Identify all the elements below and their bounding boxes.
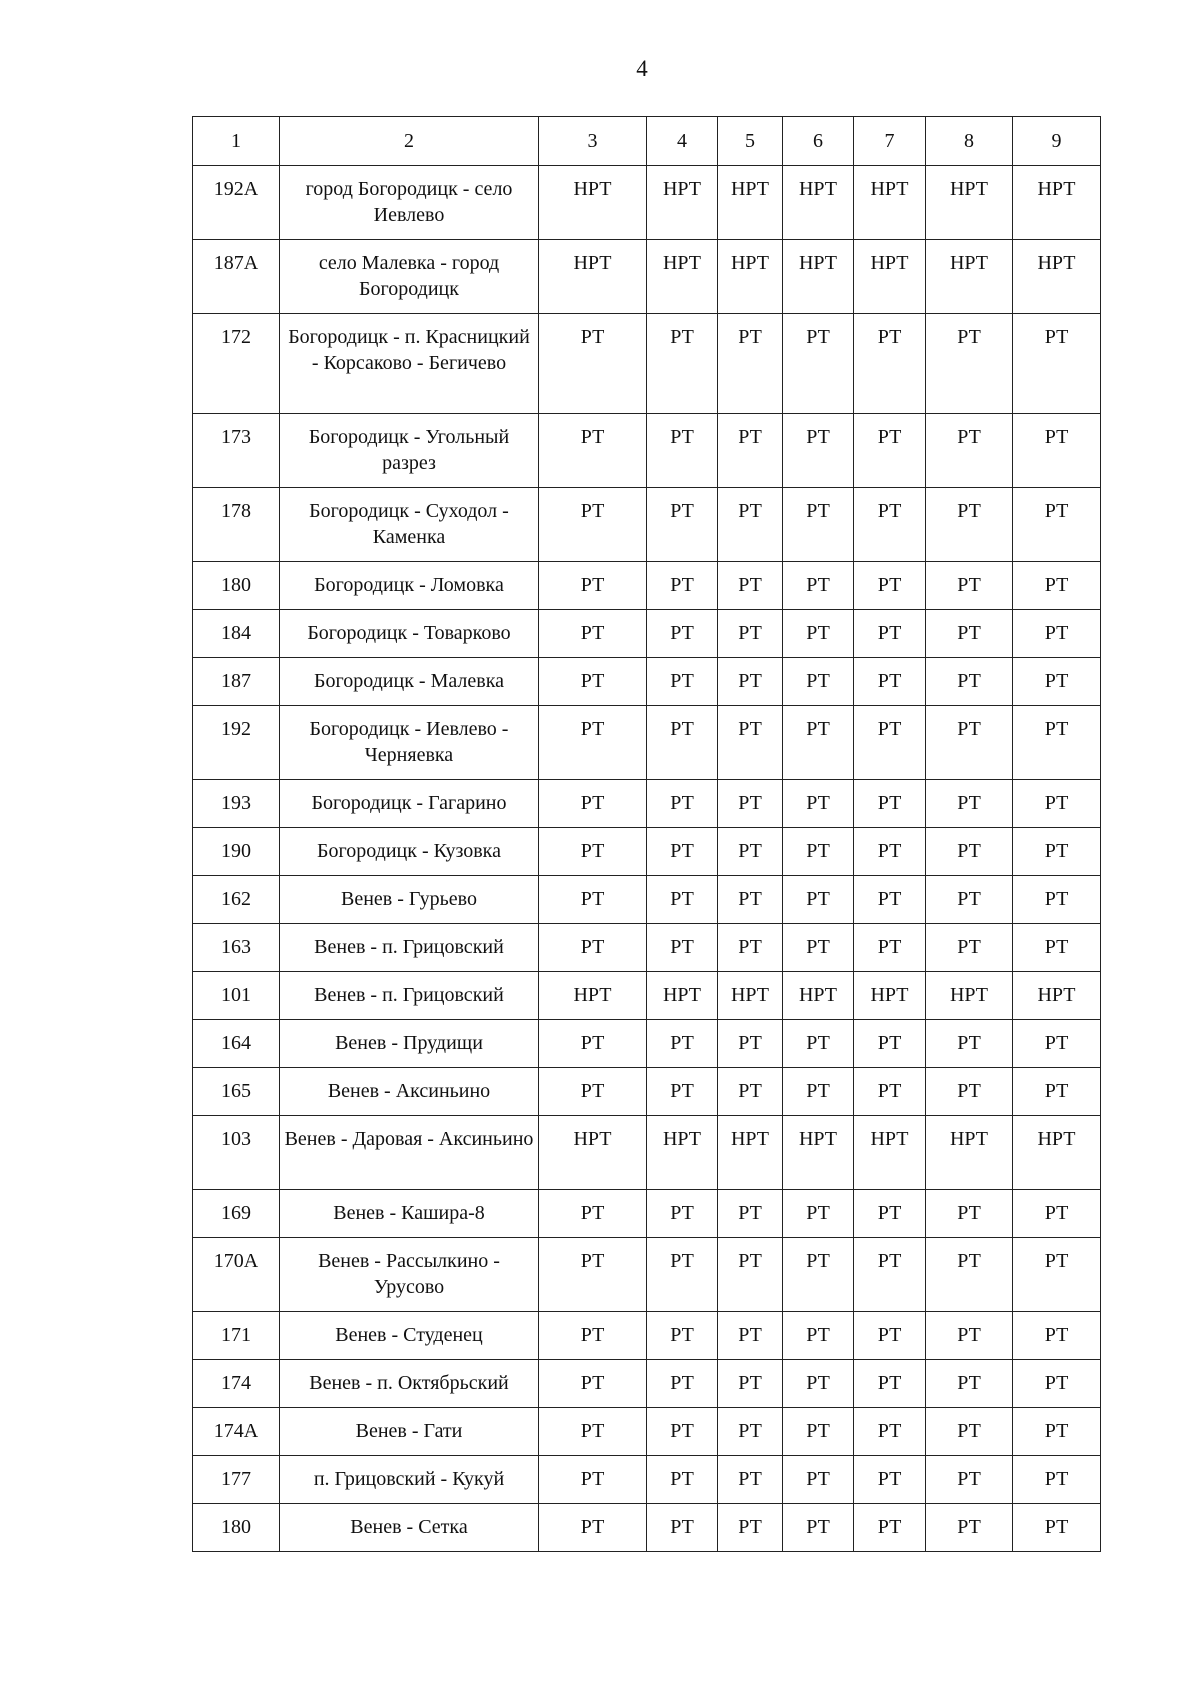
route-name-cell: Богородицк - Товарково <box>280 610 539 658</box>
tariff-cell: РТ <box>539 488 647 562</box>
tariff-cell: РТ <box>783 1068 854 1116</box>
tariff-cell: НРТ <box>539 972 647 1020</box>
route-number-cell: 184 <box>193 610 280 658</box>
tariff-cell: РТ <box>718 562 783 610</box>
tariff-cell: РТ <box>539 414 647 488</box>
route-number-cell: 171 <box>193 1312 280 1360</box>
route-number-cell: 172 <box>193 314 280 414</box>
tariff-cell: РТ <box>1013 1020 1101 1068</box>
tariff-cell: РТ <box>1013 610 1101 658</box>
tariff-cell: РТ <box>718 1020 783 1068</box>
tariff-cell: РТ <box>783 314 854 414</box>
tariff-cell: РТ <box>718 1190 783 1238</box>
tariff-cell: РТ <box>539 1408 647 1456</box>
route-number-cell: 165 <box>193 1068 280 1116</box>
tariff-cell: НРТ <box>783 972 854 1020</box>
tariff-cell: РТ <box>926 828 1013 876</box>
tariff-cell: РТ <box>1013 1312 1101 1360</box>
tariff-cell: РТ <box>539 706 647 780</box>
column-header: 9 <box>1013 117 1101 166</box>
tariff-cell: РТ <box>783 1504 854 1552</box>
tariff-cell: РТ <box>647 488 718 562</box>
tariff-cell: НРТ <box>854 972 926 1020</box>
route-name-cell: Венев - Рассылкино - Урусово <box>280 1238 539 1312</box>
route-number-cell: 163 <box>193 924 280 972</box>
table-body <box>193 117 1101 1552</box>
tariff-cell: РТ <box>926 314 1013 414</box>
tariff-cell: РТ <box>1013 1238 1101 1312</box>
tariff-cell: РТ <box>647 1238 718 1312</box>
route-name-cell: Богородицк - Ломовка <box>280 562 539 610</box>
tariff-cell: РТ <box>1013 1408 1101 1456</box>
tariff-cell: НРТ <box>926 240 1013 314</box>
tariff-cell: РТ <box>718 610 783 658</box>
table-row <box>193 1360 1101 1408</box>
table-row <box>193 1456 1101 1504</box>
tariff-cell: РТ <box>718 1312 783 1360</box>
tariff-cell: РТ <box>1013 1068 1101 1116</box>
tariff-cell: РТ <box>718 706 783 780</box>
tariff-cell: РТ <box>647 1360 718 1408</box>
tariff-cell: РТ <box>718 488 783 562</box>
table-row <box>193 924 1101 972</box>
table-row <box>193 1116 1101 1190</box>
tariff-cell: НРТ <box>1013 1116 1101 1190</box>
route-name-cell: Венев - п. Грицовский <box>280 972 539 1020</box>
route-name-cell: Венев - Прудищи <box>280 1020 539 1068</box>
tariff-cell: РТ <box>783 1238 854 1312</box>
tariff-cell: РТ <box>647 658 718 706</box>
tariff-cell: РТ <box>647 706 718 780</box>
column-header: 4 <box>647 117 718 166</box>
route-number-cell: 174 <box>193 1360 280 1408</box>
tariff-cell: РТ <box>718 924 783 972</box>
tariff-cell: РТ <box>539 1504 647 1552</box>
tariff-cell: РТ <box>783 876 854 924</box>
tariff-cell: РТ <box>854 1504 926 1552</box>
tariff-cell: РТ <box>718 1238 783 1312</box>
tariff-cell: РТ <box>926 924 1013 972</box>
route-number-cell: 162 <box>193 876 280 924</box>
route-number-cell: 180 <box>193 562 280 610</box>
tariff-cell: РТ <box>647 780 718 828</box>
tariff-cell: НРТ <box>926 1116 1013 1190</box>
table-row <box>193 706 1101 780</box>
table-row <box>193 1238 1101 1312</box>
route-name-cell: Венев - Сетка <box>280 1504 539 1552</box>
tariff-cell: РТ <box>926 1456 1013 1504</box>
tariff-cell: РТ <box>854 924 926 972</box>
tariff-cell: РТ <box>647 828 718 876</box>
table-row <box>193 414 1101 488</box>
tariff-cell: РТ <box>926 1190 1013 1238</box>
route-number-cell: 190 <box>193 828 280 876</box>
route-name-cell: село Малевка - город Богородицк <box>280 240 539 314</box>
route-number-cell: 178 <box>193 488 280 562</box>
tariff-cell: РТ <box>647 562 718 610</box>
header-row <box>193 117 1101 166</box>
tariff-cell: РТ <box>539 1238 647 1312</box>
tariff-cell: РТ <box>718 876 783 924</box>
tariff-cell: РТ <box>783 780 854 828</box>
route-name-cell: Венев - п. Октябрьский <box>280 1360 539 1408</box>
table-row <box>193 562 1101 610</box>
route-number-cell: 187 <box>193 658 280 706</box>
tariff-cell: РТ <box>926 780 1013 828</box>
tariff-cell: РТ <box>647 1020 718 1068</box>
route-number-cell: 170А <box>193 1238 280 1312</box>
table-row <box>193 780 1101 828</box>
tariff-cell: РТ <box>718 780 783 828</box>
tariff-cell: РТ <box>783 610 854 658</box>
tariff-cell: РТ <box>854 706 926 780</box>
tariff-cell: РТ <box>539 1068 647 1116</box>
column-header: 5 <box>718 117 783 166</box>
column-header: 3 <box>539 117 647 166</box>
tariff-cell: РТ <box>539 1312 647 1360</box>
tariff-cell: РТ <box>783 1312 854 1360</box>
route-name-cell: Богородицк - Иевлево - Черняевка <box>280 706 539 780</box>
tariff-cell: НРТ <box>647 240 718 314</box>
tariff-cell: НРТ <box>1013 166 1101 240</box>
tariff-cell: РТ <box>539 1360 647 1408</box>
tariff-cell: НРТ <box>1013 972 1101 1020</box>
tariff-cell: РТ <box>926 1408 1013 1456</box>
tariff-cell: НРТ <box>539 240 647 314</box>
tariff-cell: РТ <box>1013 1456 1101 1504</box>
tariff-cell: РТ <box>1013 1504 1101 1552</box>
tariff-cell: РТ <box>854 1312 926 1360</box>
tariff-cell: РТ <box>718 1408 783 1456</box>
tariff-cell: РТ <box>539 1456 647 1504</box>
tariff-cell: РТ <box>1013 828 1101 876</box>
tariff-cell: РТ <box>1013 780 1101 828</box>
tariff-cell: РТ <box>539 780 647 828</box>
tariff-cell: РТ <box>539 610 647 658</box>
tariff-cell: РТ <box>854 876 926 924</box>
table-row <box>193 488 1101 562</box>
tariff-cell: РТ <box>539 562 647 610</box>
column-header: 1 <box>193 117 280 166</box>
route-number-cell: 169 <box>193 1190 280 1238</box>
tariff-cell: РТ <box>854 1068 926 1116</box>
column-header: 8 <box>926 117 1013 166</box>
tariff-cell: НРТ <box>647 166 718 240</box>
tariff-cell: РТ <box>1013 658 1101 706</box>
route-name-cell: Венев - Кашира-8 <box>280 1190 539 1238</box>
tariff-cell: РТ <box>854 658 926 706</box>
tariff-cell: РТ <box>926 1360 1013 1408</box>
tariff-cell: РТ <box>1013 562 1101 610</box>
tariff-cell: РТ <box>854 414 926 488</box>
tariff-cell: НРТ <box>926 166 1013 240</box>
tariff-cell: РТ <box>539 924 647 972</box>
tariff-cell: РТ <box>783 1190 854 1238</box>
tariff-cell: РТ <box>718 828 783 876</box>
table-row <box>193 1312 1101 1360</box>
tariff-cell: РТ <box>718 1504 783 1552</box>
tariff-cell: НРТ <box>718 972 783 1020</box>
tariff-cell: РТ <box>926 706 1013 780</box>
tariff-cell: РТ <box>783 658 854 706</box>
tariff-cell: НРТ <box>647 1116 718 1190</box>
table-row <box>193 972 1101 1020</box>
tariff-cell: РТ <box>926 488 1013 562</box>
table-row <box>193 1408 1101 1456</box>
tariff-cell: РТ <box>854 1020 926 1068</box>
table-row <box>193 314 1101 414</box>
table-row <box>193 240 1101 314</box>
tariff-cell: РТ <box>718 1456 783 1504</box>
tariff-cell: РТ <box>783 828 854 876</box>
tariff-cell: РТ <box>1013 706 1101 780</box>
tariff-cell: РТ <box>926 1238 1013 1312</box>
tariff-cell: РТ <box>854 1408 926 1456</box>
routes-table <box>192 116 1101 1552</box>
tariff-cell: РТ <box>854 488 926 562</box>
tariff-cell: НРТ <box>718 166 783 240</box>
tariff-cell: РТ <box>539 314 647 414</box>
route-number-cell: 192А <box>193 166 280 240</box>
column-header: 2 <box>280 117 539 166</box>
tariff-cell: РТ <box>854 610 926 658</box>
route-name-cell: город Богородицк - село Иевлево <box>280 166 539 240</box>
tariff-cell: РТ <box>926 1504 1013 1552</box>
route-number-cell: 103 <box>193 1116 280 1190</box>
route-number-cell: 187А <box>193 240 280 314</box>
tariff-cell: НРТ <box>783 1116 854 1190</box>
tariff-cell: РТ <box>783 706 854 780</box>
tariff-cell: РТ <box>926 1020 1013 1068</box>
tariff-cell: НРТ <box>854 166 926 240</box>
tariff-cell: РТ <box>718 314 783 414</box>
tariff-cell: НРТ <box>783 240 854 314</box>
tariff-cell: РТ <box>926 562 1013 610</box>
tariff-cell: РТ <box>539 1020 647 1068</box>
tariff-cell: НРТ <box>854 1116 926 1190</box>
tariff-cell: РТ <box>1013 414 1101 488</box>
route-number-cell: 192 <box>193 706 280 780</box>
tariff-cell: РТ <box>718 414 783 488</box>
tariff-cell: НРТ <box>647 972 718 1020</box>
tariff-cell: РТ <box>926 414 1013 488</box>
tariff-cell: НРТ <box>539 1116 647 1190</box>
tariff-cell: РТ <box>718 658 783 706</box>
tariff-cell: НРТ <box>926 972 1013 1020</box>
page-number: 4 <box>636 56 648 81</box>
tariff-cell: РТ <box>1013 1190 1101 1238</box>
tariff-cell: РТ <box>854 780 926 828</box>
tariff-cell: РТ <box>926 876 1013 924</box>
tariff-cell: РТ <box>783 924 854 972</box>
route-name-cell: Венев - Гати <box>280 1408 539 1456</box>
table-row <box>193 1068 1101 1116</box>
table-row <box>193 166 1101 240</box>
tariff-cell: РТ <box>1013 314 1101 414</box>
route-name-cell: Богородицк - Малевка <box>280 658 539 706</box>
tariff-cell: РТ <box>926 658 1013 706</box>
table-row <box>193 1504 1101 1552</box>
tariff-cell: РТ <box>647 1190 718 1238</box>
route-name-cell: Богородицк - Угольный разрез <box>280 414 539 488</box>
tariff-cell: РТ <box>926 1068 1013 1116</box>
tariff-cell: РТ <box>783 1360 854 1408</box>
route-number-cell: 101 <box>193 972 280 1020</box>
tariff-cell: РТ <box>539 1190 647 1238</box>
tariff-cell: РТ <box>783 562 854 610</box>
tariff-cell: РТ <box>783 1020 854 1068</box>
route-number-cell: 173 <box>193 414 280 488</box>
table-row <box>193 610 1101 658</box>
tariff-cell: РТ <box>1013 924 1101 972</box>
route-name-cell: Венев - Аксиньино <box>280 1068 539 1116</box>
tariff-cell: РТ <box>854 1360 926 1408</box>
tariff-cell: НРТ <box>854 240 926 314</box>
tariff-cell: РТ <box>854 1456 926 1504</box>
tariff-cell: РТ <box>854 1190 926 1238</box>
tariff-cell: РТ <box>647 314 718 414</box>
table-row <box>193 876 1101 924</box>
tariff-cell: РТ <box>539 658 647 706</box>
tariff-cell: РТ <box>539 876 647 924</box>
tariff-cell: РТ <box>647 1408 718 1456</box>
column-header: 7 <box>854 117 926 166</box>
route-number-cell: 180 <box>193 1504 280 1552</box>
tariff-cell: РТ <box>854 314 926 414</box>
route-name-cell: Богородицк - Гагарино <box>280 780 539 828</box>
table-row <box>193 1020 1101 1068</box>
tariff-cell: РТ <box>783 1456 854 1504</box>
route-number-cell: 193 <box>193 780 280 828</box>
tariff-cell: РТ <box>647 876 718 924</box>
tariff-cell: РТ <box>854 562 926 610</box>
tariff-cell: РТ <box>783 414 854 488</box>
tariff-cell: НРТ <box>783 166 854 240</box>
tariff-cell: НРТ <box>1013 240 1101 314</box>
tariff-cell: РТ <box>647 1504 718 1552</box>
table-row <box>193 1190 1101 1238</box>
tariff-cell: РТ <box>854 828 926 876</box>
tariff-cell: РТ <box>783 1408 854 1456</box>
table-row <box>193 828 1101 876</box>
route-name-cell: Богородицк - Суходол - Каменка <box>280 488 539 562</box>
tariff-cell: РТ <box>1013 876 1101 924</box>
tariff-cell: РТ <box>539 828 647 876</box>
tariff-cell: РТ <box>647 1312 718 1360</box>
route-name-cell: Венев - Даровая - Аксиньино <box>280 1116 539 1190</box>
tariff-cell: НРТ <box>718 240 783 314</box>
tariff-cell: РТ <box>647 924 718 972</box>
route-name-cell: Богородицк - п. Красницкий - Корсаково - Бегичево <box>280 314 539 414</box>
tariff-cell: РТ <box>783 488 854 562</box>
tariff-cell: РТ <box>718 1360 783 1408</box>
tariff-cell: НРТ <box>718 1116 783 1190</box>
route-number-cell: 164 <box>193 1020 280 1068</box>
table-row <box>193 658 1101 706</box>
column-header: 6 <box>783 117 854 166</box>
tariff-cell: РТ <box>718 1068 783 1116</box>
tariff-cell: РТ <box>1013 1360 1101 1408</box>
tariff-cell: РТ <box>647 1068 718 1116</box>
route-name-cell: Венев - Студенец <box>280 1312 539 1360</box>
tariff-cell: РТ <box>647 610 718 658</box>
route-name-cell: Венев - Гурьево <box>280 876 539 924</box>
route-number-cell: 174А <box>193 1408 280 1456</box>
tariff-cell: НРТ <box>539 166 647 240</box>
tariff-cell: РТ <box>854 1238 926 1312</box>
route-name-cell: п. Грицовский - Кукуй <box>280 1456 539 1504</box>
tariff-cell: РТ <box>647 1456 718 1504</box>
route-number-cell: 177 <box>193 1456 280 1504</box>
route-name-cell: Богородицк - Кузовка <box>280 828 539 876</box>
tariff-cell: РТ <box>1013 488 1101 562</box>
tariff-cell: РТ <box>647 414 718 488</box>
route-name-cell: Венев - п. Грицовский <box>280 924 539 972</box>
tariff-cell: РТ <box>926 1312 1013 1360</box>
tariff-cell: РТ <box>926 610 1013 658</box>
